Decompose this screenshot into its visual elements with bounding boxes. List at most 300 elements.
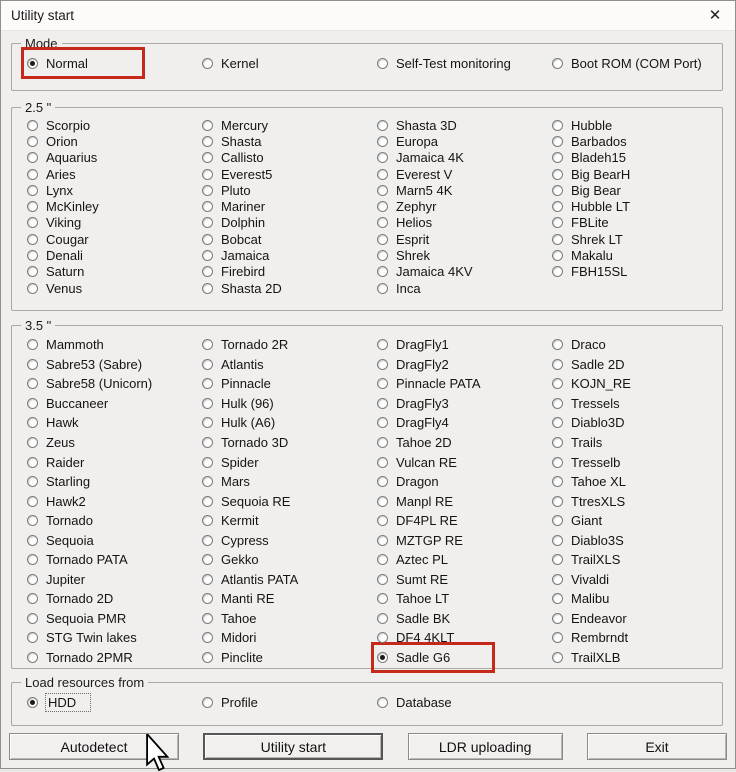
radio-sequoia-re[interactable] <box>202 491 290 511</box>
radio-button-icon <box>552 185 563 196</box>
family-3-5-options <box>12 332 722 667</box>
radio-label: Atlantis PATA <box>221 571 299 587</box>
radio-label: Firebird <box>221 264 266 280</box>
radio-button-icon <box>202 378 213 389</box>
radio-label: Denali <box>46 248 83 264</box>
radio-label: DragFly2 <box>396 356 449 372</box>
mode-group-label: Mode <box>25 36 58 51</box>
radio-saturn[interactable] <box>27 264 84 280</box>
radio-tahoe-xl[interactable] <box>552 472 626 492</box>
radio-database[interactable] <box>377 692 452 712</box>
radio-trails[interactable] <box>552 433 602 453</box>
radio-label: Malibu <box>571 591 610 607</box>
radio-tornado-pata[interactable] <box>27 550 128 570</box>
radio-tornado-2pmr[interactable] <box>27 648 133 668</box>
ldr-uploading-button[interactable]: LDR uploading <box>408 733 563 760</box>
radio-sadle-2d[interactable] <box>552 355 624 375</box>
radio-label: Marn5 4K <box>396 182 453 198</box>
radio-midori[interactable] <box>202 628 256 648</box>
radio-column <box>27 53 202 73</box>
radio-mckinley[interactable] <box>27 198 99 214</box>
radio-viking[interactable] <box>27 215 81 231</box>
radio-label: Sequoia <box>46 532 94 548</box>
radio-label: Buccaneer <box>46 395 109 411</box>
family-2-5-options <box>12 114 722 296</box>
radio-button-icon <box>202 217 213 228</box>
radio-label: Cougar <box>46 231 89 247</box>
radio-button-icon <box>377 234 388 245</box>
radio-sequoia[interactable] <box>27 530 94 550</box>
radio-label: STG Twin lakes <box>46 630 137 646</box>
radio-lynx[interactable] <box>27 182 73 198</box>
radio-sabre53-sabre[interactable] <box>27 355 142 375</box>
radio-aztec-pl[interactable] <box>377 550 448 570</box>
radio-button-icon <box>377 120 388 131</box>
radio-button-icon <box>202 476 213 487</box>
radio-label: FBH15SL <box>571 264 628 280</box>
radio-cypress[interactable] <box>202 530 269 550</box>
radio-label: MZTGP RE <box>396 532 463 548</box>
radio-label: Shasta <box>221 133 262 149</box>
radio-diablo3s[interactable] <box>552 530 624 550</box>
radio-column <box>202 117 377 296</box>
radio-label: DF4PL RE <box>396 513 458 529</box>
radio-rembrndt[interactable] <box>552 628 628 648</box>
radio-label: Zephyr <box>396 199 437 215</box>
radio-button-icon <box>27 185 38 196</box>
radio-label: Everest5 <box>221 166 273 182</box>
radio-hulk-96[interactable] <box>202 394 274 414</box>
radio-hubble[interactable] <box>552 117 612 133</box>
radio-column <box>377 335 552 667</box>
radio-button-icon <box>202 613 213 624</box>
radio-label: Venus <box>46 280 83 296</box>
radio-label: Tornado 2D <box>46 591 114 607</box>
radio-dragfly2[interactable] <box>377 355 449 375</box>
radio-button-icon <box>27 201 38 212</box>
radio-label: Spider <box>221 454 259 470</box>
radio-self-test-monitoring[interactable] <box>377 53 511 73</box>
radio-label: Self-Test monitoring <box>396 55 511 71</box>
radio-tornado[interactable] <box>27 511 93 531</box>
radio-ttresxls[interactable] <box>552 491 625 511</box>
radio-tornado-2d[interactable] <box>27 589 113 609</box>
radio-stg-twin-lakes[interactable] <box>27 628 137 648</box>
radio-label: Big Bear <box>571 182 621 198</box>
radio-button-icon <box>377 613 388 624</box>
radio-bladeh15[interactable] <box>552 150 626 166</box>
radio-button-icon <box>377 496 388 507</box>
radio-hawk[interactable] <box>27 413 79 433</box>
radio-scorpio[interactable] <box>27 117 90 133</box>
radio-column <box>552 117 722 296</box>
radio-jamaica[interactable] <box>202 247 269 263</box>
radio-jamaica-4k[interactable] <box>377 150 464 166</box>
radio-button-icon <box>27 574 38 585</box>
radio-orion[interactable] <box>27 133 78 149</box>
radio-label: Mars <box>221 474 250 490</box>
radio-button-icon <box>202 593 213 604</box>
radio-tornado-3d[interactable] <box>202 433 288 453</box>
radio-button-icon <box>202 152 213 163</box>
radio-atlantis[interactable] <box>202 355 264 375</box>
radio-label: Midori <box>221 630 257 646</box>
radio-zeus[interactable] <box>27 433 75 453</box>
radio-shasta[interactable] <box>202 133 261 149</box>
radio-label: Jamaica 4KV <box>396 264 473 280</box>
radio-label: Dolphin <box>221 215 266 231</box>
radio-label: Tornado 2R <box>221 337 289 353</box>
radio-makalu[interactable] <box>552 247 613 263</box>
radio-label: Boot ROM (COM Port) <box>571 55 702 71</box>
radio-df4pl-re[interactable] <box>377 511 458 531</box>
radio-button-icon <box>202 652 213 663</box>
radio-pinnacle-pata[interactable] <box>377 374 481 394</box>
radio-button-icon <box>27 234 38 245</box>
utility-start-button[interactable]: Utility start <box>203 733 383 760</box>
radio-dragon[interactable] <box>377 472 439 492</box>
radio-hubble-lt[interactable] <box>552 198 630 214</box>
radio-label: Atlantis <box>221 356 264 372</box>
radio-button-icon <box>27 266 38 277</box>
radio-shasta-2d[interactable] <box>202 280 282 296</box>
radio-manti-re[interactable] <box>202 589 274 609</box>
radio-label: Sequoia RE <box>221 493 291 509</box>
radio-label: Mercury <box>221 117 268 133</box>
radio-button-icon <box>202 632 213 643</box>
radio-label: TrailXLB <box>571 650 621 666</box>
radio-button-icon <box>27 554 38 565</box>
radio-label: Makalu <box>571 248 613 264</box>
radio-label: Tahoe <box>221 610 257 626</box>
radio-trailxlb[interactable] <box>552 648 620 668</box>
radio-button-icon <box>552 266 563 277</box>
radio-shrek-lt[interactable] <box>552 231 623 247</box>
radio-zephyr[interactable] <box>377 198 436 214</box>
radio-sabre58-unicorn[interactable] <box>27 374 152 394</box>
radio-shasta-3d[interactable] <box>377 117 457 133</box>
radio-button-icon <box>27 457 38 468</box>
radio-trailxls[interactable] <box>552 550 620 570</box>
radio-button-icon <box>552 554 563 565</box>
radio-pinnacle[interactable] <box>202 374 271 394</box>
radio-dragfly4[interactable] <box>377 413 449 433</box>
radio-draco[interactable] <box>552 335 606 355</box>
radio-boot-rom-com-port[interactable] <box>552 53 702 73</box>
radio-label: Mammoth <box>46 337 104 353</box>
radio-label: Raider <box>46 454 85 470</box>
radio-vulcan-re[interactable] <box>377 452 457 472</box>
radio-column <box>377 117 552 296</box>
radio-denali[interactable] <box>27 247 83 263</box>
radio-button-icon <box>552 398 563 409</box>
radio-button-icon <box>202 120 213 131</box>
window-title: Utility start <box>11 8 75 23</box>
radio-label: Database <box>396 694 452 710</box>
radio-shrek[interactable] <box>377 247 430 263</box>
radio-jamaica-4kv[interactable] <box>377 264 473 280</box>
radio-label: Tahoe XL <box>571 474 626 490</box>
radio-inca[interactable] <box>377 280 421 296</box>
radio-label: Profile <box>221 694 258 710</box>
radio-label: Shrek <box>396 248 430 264</box>
radio-marn5-4k[interactable] <box>377 182 452 198</box>
exit-button[interactable]: Exit <box>587 733 727 760</box>
radio-giant[interactable] <box>552 511 602 531</box>
close-icon[interactable]: ✕ <box>708 6 722 24</box>
radio-button-icon <box>27 697 38 708</box>
family-3-5-group-label: 3.5 " <box>25 318 52 333</box>
radio-button-icon <box>552 417 563 428</box>
radio-label: Vivaldi <box>571 571 610 587</box>
load-resources-group-label: Load resources from <box>25 675 145 690</box>
radio-label: DF4 4KLT <box>396 630 455 646</box>
radio-dragfly3[interactable] <box>377 394 449 414</box>
radio-raider[interactable] <box>27 452 84 472</box>
radio-kojn-re[interactable] <box>552 374 631 394</box>
radio-label: Jamaica <box>221 248 270 264</box>
radio-gekko[interactable] <box>202 550 259 570</box>
radio-big-bearh[interactable] <box>552 166 630 182</box>
radio-label: DragFly4 <box>396 415 449 431</box>
radio-helios[interactable] <box>377 215 432 231</box>
radio-label: FBLite <box>571 215 609 231</box>
radio-fbh15sl[interactable] <box>552 264 627 280</box>
radio-tressels[interactable] <box>552 394 620 414</box>
radio-normal[interactable] <box>27 53 139 73</box>
radio-kermit[interactable] <box>202 511 259 531</box>
radio-manpl-re[interactable] <box>377 491 453 511</box>
radio-button-icon <box>552 515 563 526</box>
radio-mammoth[interactable] <box>27 335 104 355</box>
radio-aries[interactable] <box>27 166 76 182</box>
radio-starling[interactable] <box>27 472 90 492</box>
radio-button-icon <box>27 437 38 448</box>
radio-column <box>377 53 552 73</box>
radio-europa[interactable] <box>377 133 438 149</box>
radio-button-icon <box>27 632 38 643</box>
radio-sadle-bk[interactable] <box>377 609 450 629</box>
radio-button-icon <box>377 58 388 69</box>
radio-column <box>202 335 377 667</box>
radio-label: DragFly1 <box>396 337 449 353</box>
radio-label: Diablo3S <box>571 532 624 548</box>
radio-label: Tressels <box>571 395 620 411</box>
radio-hawk2[interactable] <box>27 491 86 511</box>
radio-button-icon <box>27 169 38 180</box>
radio-df4-4klt[interactable] <box>377 628 454 648</box>
radio-tresselb[interactable] <box>552 452 620 472</box>
radio-venus[interactable] <box>27 280 82 296</box>
radio-label: Hawk2 <box>46 493 86 509</box>
radio-label: Esprit <box>396 231 430 247</box>
radio-button-icon <box>552 58 563 69</box>
radio-button-icon <box>377 398 388 409</box>
radio-label: KOJN_RE <box>571 376 631 392</box>
radio-label: Aztec PL <box>396 552 449 568</box>
radio-everest5[interactable] <box>202 166 272 182</box>
radio-firebird[interactable] <box>202 264 265 280</box>
radio-button-icon <box>202 234 213 245</box>
radio-label: TtresXLS <box>571 493 626 509</box>
radio-button-icon <box>27 613 38 624</box>
radio-label: Pluto <box>221 182 251 198</box>
radio-button-icon <box>377 697 388 708</box>
radio-label: McKinley <box>46 199 99 215</box>
radio-label: Aries <box>46 166 76 182</box>
radio-barbados[interactable] <box>552 133 627 149</box>
radio-tahoe-lt[interactable] <box>377 589 449 609</box>
radio-label: Inca <box>396 280 421 296</box>
radio-button-icon <box>552 201 563 212</box>
radio-button-icon <box>27 515 38 526</box>
radio-button-icon <box>377 152 388 163</box>
radio-label: Big BearH <box>571 166 631 182</box>
radio-everest-v[interactable] <box>377 166 452 182</box>
radio-button-icon <box>202 283 213 294</box>
radio-button-icon <box>377 535 388 546</box>
radio-button-icon <box>27 58 38 69</box>
radio-button-icon <box>202 266 213 277</box>
radio-label: Helios <box>396 215 433 231</box>
radio-button-icon <box>552 234 563 245</box>
radio-profile[interactable] <box>202 692 258 712</box>
radio-label: Vulcan RE <box>396 454 457 470</box>
radio-button-icon <box>27 217 38 228</box>
radio-button-icon <box>377 339 388 350</box>
radio-column <box>202 692 377 712</box>
radio-malibu[interactable] <box>552 589 609 609</box>
radio-button-icon <box>377 250 388 261</box>
radio-tahoe[interactable] <box>202 609 256 629</box>
radio-mariner[interactable] <box>202 198 265 214</box>
radio-button-icon <box>377 217 388 228</box>
radio-label: Tresselb <box>571 454 621 470</box>
bottom-button-row <box>9 733 727 760</box>
radio-button-icon <box>202 574 213 585</box>
radio-button-icon <box>202 417 213 428</box>
radio-button-icon <box>552 120 563 131</box>
radio-label: Hulk (A6) <box>221 415 276 431</box>
radio-spider[interactable] <box>202 452 259 472</box>
radio-button-icon <box>202 185 213 196</box>
radio-tornado-2r[interactable] <box>202 335 288 355</box>
radio-dolphin[interactable] <box>202 215 265 231</box>
radio-column <box>552 335 722 667</box>
radio-cougar[interactable] <box>27 231 89 247</box>
radio-button-icon <box>552 378 563 389</box>
radio-button-icon <box>552 136 563 147</box>
radio-label: Kermit <box>221 513 259 529</box>
radio-label: Sabre58 (Unicorn) <box>46 376 153 392</box>
radio-atlantis-pata[interactable] <box>202 570 298 590</box>
family-3-5-group <box>11 319 723 669</box>
radio-vivaldi[interactable] <box>552 570 609 590</box>
radio-kernel[interactable] <box>202 53 259 73</box>
radio-label: Manti RE <box>221 591 275 607</box>
radio-label: Jupiter <box>46 571 86 587</box>
radio-button-icon <box>202 554 213 565</box>
radio-label: Endeavor <box>571 610 627 626</box>
radio-label: Sequoia PMR <box>46 610 127 626</box>
radio-button-icon <box>202 359 213 370</box>
radio-pinclite[interactable] <box>202 648 263 668</box>
radio-label: Sadle 2D <box>571 356 625 372</box>
radio-label: Mariner <box>221 199 266 215</box>
radio-button-icon <box>377 476 388 487</box>
radio-label: HDD <box>46 694 90 711</box>
radio-button-icon <box>202 250 213 261</box>
radio-label: DragFly3 <box>396 395 449 411</box>
radio-mars[interactable] <box>202 472 250 492</box>
radio-buccaneer[interactable] <box>27 394 108 414</box>
radio-esprit[interactable] <box>377 231 429 247</box>
radio-sadle-g6[interactable] <box>377 648 489 668</box>
radio-button-icon <box>27 593 38 604</box>
radio-button-icon <box>552 437 563 448</box>
radio-label: Manpl RE <box>396 493 454 509</box>
radio-label: Pinclite <box>221 650 263 666</box>
radio-label: Tornado PATA <box>46 552 128 568</box>
radio-pluto[interactable] <box>202 182 251 198</box>
radio-button-icon <box>377 437 388 448</box>
radio-button-icon <box>552 359 563 370</box>
radio-tahoe-2d[interactable] <box>377 433 452 453</box>
radio-button-icon <box>27 535 38 546</box>
radio-button-icon <box>552 250 563 261</box>
radio-label: Pinnacle PATA <box>396 376 481 392</box>
radio-bobcat[interactable] <box>202 231 261 247</box>
radio-column <box>27 335 202 667</box>
radio-button-icon <box>202 457 213 468</box>
radio-label: Viking <box>46 215 82 231</box>
radio-column <box>27 117 202 296</box>
radio-button-icon <box>377 593 388 604</box>
radio-callisto[interactable] <box>202 150 264 166</box>
radio-button-icon <box>552 169 563 180</box>
radio-diablo3d[interactable] <box>552 413 624 433</box>
radio-fblite[interactable] <box>552 215 609 231</box>
radio-button-icon <box>377 185 388 196</box>
radio-button-icon <box>552 476 563 487</box>
radio-dragfly1[interactable] <box>377 335 449 355</box>
radio-button-icon <box>27 359 38 370</box>
radio-button-icon <box>27 496 38 507</box>
radio-sumt-re[interactable] <box>377 570 448 590</box>
radio-label: Tahoe LT <box>396 591 450 607</box>
radio-big-bear[interactable] <box>552 182 621 198</box>
radio-label: Tornado <box>46 513 93 529</box>
radio-button-icon <box>202 169 213 180</box>
radio-label: Saturn <box>46 264 85 280</box>
radio-jupiter[interactable] <box>27 570 85 590</box>
radio-label: Shasta 2D <box>221 280 282 296</box>
radio-mercury[interactable] <box>202 117 268 133</box>
title-bar[interactable] <box>1 1 735 31</box>
radio-button-icon <box>27 378 38 389</box>
radio-sequoia-pmr[interactable] <box>27 609 126 629</box>
radio-aquarius[interactable] <box>27 150 97 166</box>
radio-button-icon <box>552 535 563 546</box>
radio-button-icon <box>202 58 213 69</box>
radio-mztgp-re[interactable] <box>377 530 463 550</box>
radio-button-icon <box>552 652 563 663</box>
radio-hulk-a6[interactable] <box>202 413 275 433</box>
radio-endeavor[interactable] <box>552 609 627 629</box>
radio-hdd[interactable] <box>27 692 90 712</box>
radio-button-icon <box>27 250 38 261</box>
autodetect-button[interactable]: Autodetect <box>9 733 179 760</box>
